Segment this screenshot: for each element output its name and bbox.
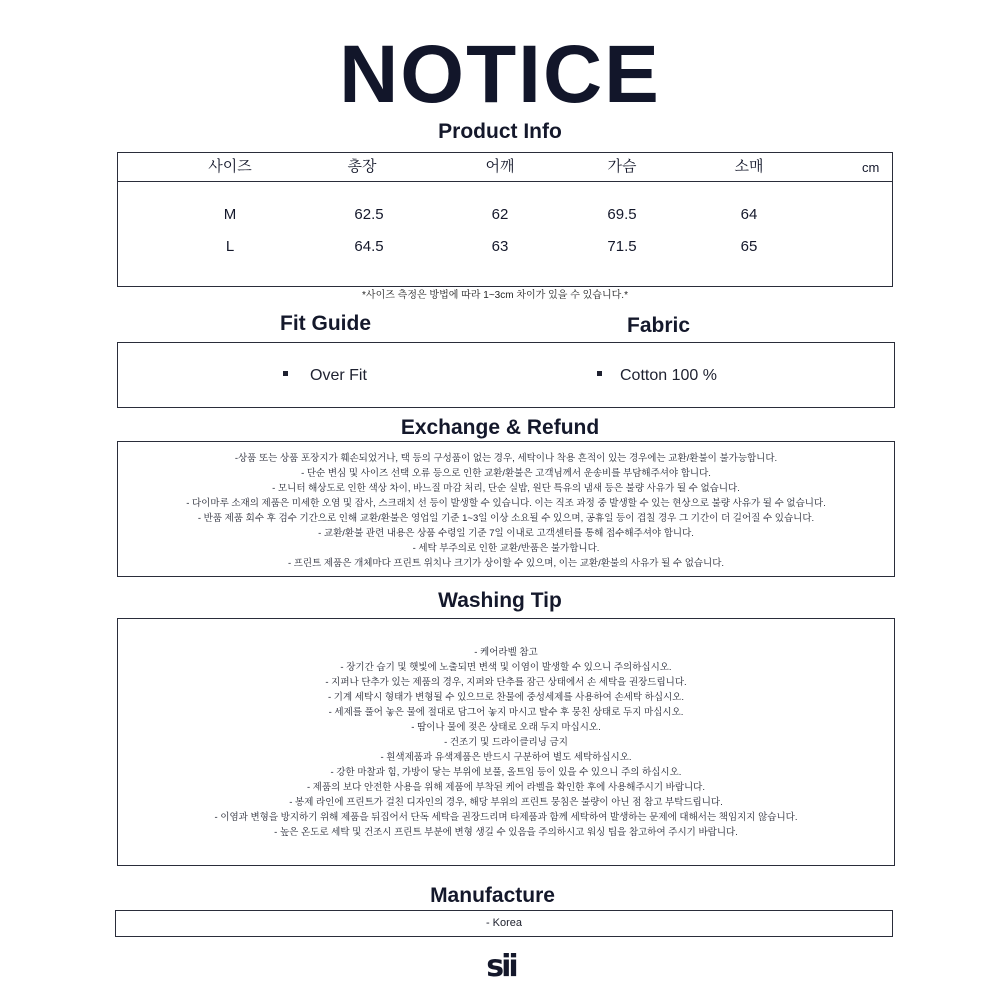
washing-line: - 장기간 습기 및 햇빛에 노출되면 변색 및 이염이 발생할 수 있으니 주의하십시오. bbox=[340, 662, 672, 673]
washing-line: - 이염과 변형을 방지하기 위해 제품을 뒤집어서 단독 세탁을 권장드리며 타제품과 함께 세탁하여 발생하는 문제에 대해서는 책임지지 않습니다. bbox=[214, 812, 798, 823]
exchange-line: - 모니터 해상도로 인한 색상 차이, 바느질 마감 처리, 단순 실밥, 원단 특유의 냄새 등은 불량 사유가 될 수 없습니다. bbox=[272, 483, 740, 494]
table-cell: 69.5 bbox=[607, 206, 637, 223]
table-cell: L bbox=[225, 238, 235, 255]
washing-line: - 지퍼나 단추가 있는 제품의 경우, 지퍼와 단추를 잠근 상태에서 손 세탁을 권장드립니다. bbox=[325, 677, 687, 688]
column-header-length: 총장 bbox=[347, 158, 377, 175]
washing-line: - 흰색제품과 유색제품은 반드시 구분하여 별도 세탁하십시오. bbox=[380, 752, 632, 763]
washing-line: - 케어라벨 참고 bbox=[474, 647, 538, 658]
washing-line: - 강한 마찰과 힘, 가방이 닿는 부위에 보풀, 올트임 등이 있을 수 있으니 주의 하십시오. bbox=[330, 767, 682, 778]
exchange-line: - 반품 제품 회수 후 검수 기간으로 인해 교환/환불은 영업일 기준 1~3일 이상 소요될 수 있으며, 공휴일 등이 겹칠 경우 그 기간이 더 길어질 수 있습니다. bbox=[197, 513, 815, 524]
unit-label: cm bbox=[862, 160, 880, 175]
washing-line: - 세제를 풀어 놓은 물에 절대로 담그어 놓지 마시고 탈수 후 뭉친 상태로 두지 마십시오. bbox=[328, 707, 684, 718]
table-cell: M bbox=[223, 206, 237, 223]
table-cell: 71.5 bbox=[607, 238, 637, 255]
fit-fabric-box bbox=[117, 342, 895, 408]
exchange-line: - 프린트 제품은 개체마다 프린트 위치나 크기가 상이할 수 있으며, 이는 교환/환불의 사유가 될 수 없습니다. bbox=[287, 558, 725, 569]
table-cell: 65 bbox=[740, 238, 758, 255]
washing-line: - 높은 온도로 세탁 및 건조시 프린트 부분에 변형 생길 수 있음을 주의하시고 워싱 팁을 참고하여 주시기 바랍니다. bbox=[274, 827, 738, 838]
bullet-icon bbox=[283, 371, 288, 376]
fit-guide-item bbox=[283, 366, 367, 386]
exchange-line: - 세탁 부주의로 인한 교환/반품은 불가합니다. bbox=[412, 543, 600, 554]
washing-line: - 제품의 보다 안전한 사용을 위해 제품에 부착된 케어 라벨을 확인한 후에 사용해주시기 바랍니다. bbox=[306, 782, 706, 793]
bullet-icon bbox=[597, 371, 602, 376]
column-header-size: 사이즈 bbox=[208, 158, 252, 175]
page-title: NOTICE bbox=[339, 29, 661, 120]
table-cell: 64.5 bbox=[354, 238, 384, 255]
washing-line: - 건조기 및 드라이클리닝 금지 bbox=[444, 737, 568, 748]
product-info-heading: Product Info bbox=[438, 120, 562, 143]
manufacture-value: - Korea bbox=[485, 917, 523, 929]
table-cell: 62.5 bbox=[354, 206, 384, 223]
fit-guide-heading: Fit Guide bbox=[280, 312, 371, 335]
washing-heading: Washing Tip bbox=[438, 589, 562, 612]
column-header-sleeve: 소매 bbox=[734, 158, 764, 175]
exchange-box bbox=[117, 441, 895, 577]
brand-logo bbox=[481, 948, 521, 980]
washing-line: - 기계 세탁시 형태가 변형될 수 있으므로 찬물에 중성세제를 사용하여 손세탁 하십시오. bbox=[327, 692, 685, 703]
logo-text: sii bbox=[486, 949, 516, 980]
exchange-line: - 단순 변심 및 사이즈 선택 오류 등으로 인한 교환/환불은 고객님께서 운송비를 부담해주셔야 합니다. bbox=[301, 468, 711, 479]
size-note: *사이즈 측정은 방법에 따라 1~3cm 차이가 있을 수 있습니다.* bbox=[362, 290, 628, 301]
column-header-chest: 가슴 bbox=[607, 158, 637, 175]
exchange-lines bbox=[118, 451, 894, 571]
washing-line: - 땀이나 물에 젖은 상태로 오래 두지 마십시오. bbox=[411, 722, 601, 733]
exchange-line: - 교환/환불 관련 내용은 상품 수령일 기준 7일 이내로 고객센터를 통해 접수해주셔야 합니다. bbox=[318, 528, 694, 539]
fit-guide-value: Over Fit bbox=[310, 367, 367, 384]
size-table-header-divider bbox=[117, 181, 893, 182]
exchange-heading: Exchange & Refund bbox=[400, 416, 600, 439]
table-cell: 62 bbox=[491, 206, 509, 223]
manufacture-box bbox=[115, 910, 893, 937]
fabric-heading: Fabric bbox=[627, 314, 691, 337]
washing-line: - 봉제 라인에 프린트가 걸친 디자인의 경우, 해당 부위의 프린트 뭉침은 불량이 아닌 점 참고 부탁드립니다. bbox=[289, 797, 723, 808]
column-header-shoulder: 어깨 bbox=[485, 158, 515, 175]
table-cell: 63 bbox=[491, 238, 509, 255]
fabric-value: Cotton 100 % bbox=[620, 367, 717, 384]
exchange-line: - 다이마루 소재의 제품은 미세한 오염 및 잡사, 스크래치 선 등이 발생할 수 있습니다. 이는 직조 과정 중 발생할 수 있는 현상으로 불량 사유가 될 수 없습니다. bbox=[186, 498, 826, 509]
table-cell: 64 bbox=[740, 206, 758, 223]
washing-box bbox=[117, 618, 895, 866]
fabric-item bbox=[597, 366, 717, 386]
exchange-line: -상품 또는 상품 포장지가 훼손되었거나, 택 등의 구성품이 없는 경우, 세탁이나 착용 흔적이 있는 경우에는 교환/환불이 불가능합니다. bbox=[234, 453, 778, 464]
manufacture-heading: Manufacture bbox=[430, 884, 555, 907]
washing-lines bbox=[118, 645, 894, 840]
